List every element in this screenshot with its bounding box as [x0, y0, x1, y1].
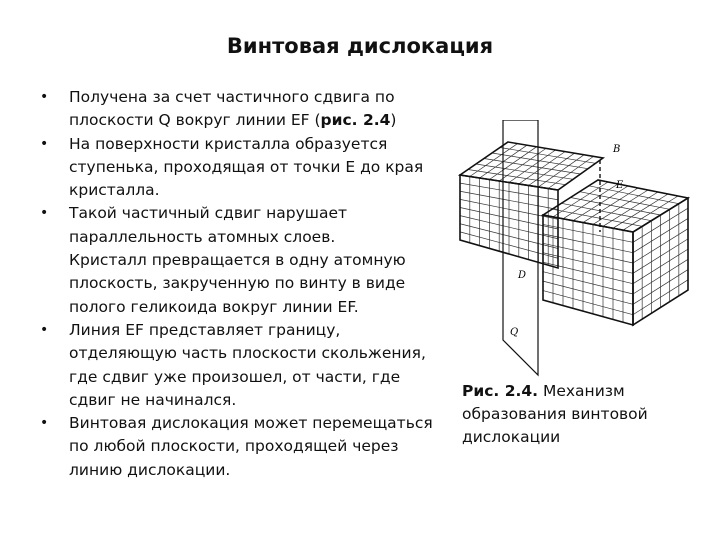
slide-title: Винтовая дислокация — [226, 34, 494, 58]
bullet-continuation — [40, 249, 445, 319]
bullet-dot: • — [40, 415, 49, 432]
caption-label: Рис. 2.4. — [462, 382, 539, 400]
bullet-dot: • — [40, 205, 49, 222]
bullet-item — [40, 202, 445, 249]
bullet-item — [40, 319, 445, 412]
bullet-text: На поверхности кристалла образуется ступенька, проходящая от точки E до края кристалла. — [69, 134, 424, 200]
bullet-item — [40, 133, 445, 203]
bullet-text: Такой частичный сдвиг нарушает параллельность атомных слоев. — [69, 204, 348, 246]
caption-text: Механизм образования винтовой дислокации — [462, 382, 648, 446]
bullet-dot: • — [40, 135, 49, 152]
bullet-item — [40, 412, 445, 482]
figure-label-e: E — [616, 180, 624, 191]
bullet-text: Кристалл превращается в одну атомную плоскость, закрученную по винту в виде полого геликоида вокруг линии EF. — [69, 251, 406, 316]
bullet-text: Получена за счет частичного сдвига по плоскости Q вокруг линии EF ( — [69, 88, 395, 130]
figure-label-q: Q — [510, 327, 519, 338]
bullet-item — [40, 86, 445, 133]
bullet-text: Линия EF представляет границу, отделяющую часть плоскости скольжения, где сдвиг уже произошел, от части, где сдвиг не начинался. — [69, 320, 426, 409]
bullet-text: ) — [390, 111, 397, 130]
figure-label-b: B — [613, 144, 621, 155]
figure-label-d: D — [518, 270, 527, 281]
bullet-dot: • — [40, 89, 49, 105]
bullet-list — [40, 86, 445, 482]
bullet-dot: • — [40, 321, 49, 338]
bullet-bold-text: рис. 2.4 — [320, 111, 391, 130]
bullet-text: Винтовая дислокация может перемещаться по любой плоскости, проходящей через линию дислокации. — [69, 414, 433, 479]
figure-caption — [462, 380, 682, 449]
screw-dislocation-figure — [448, 120, 698, 380]
